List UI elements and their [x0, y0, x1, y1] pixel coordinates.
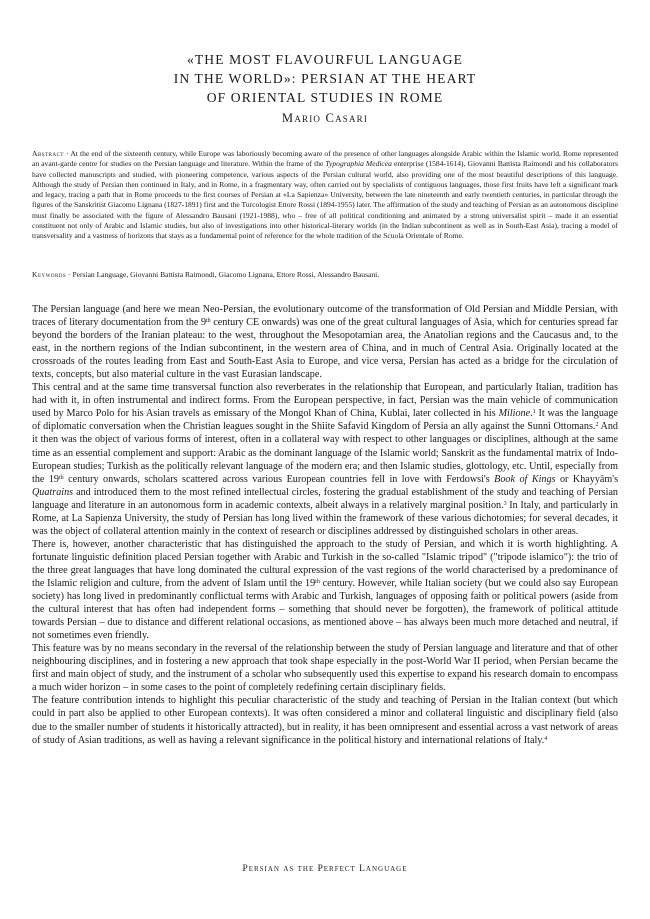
- p2-text-4: And it then was the object of various forms of interest, often in a collateral way with respect to other languages or disciplines, although at the same time as an essential complement and support: Arabic as the dominant language of the Islamic world; Sanskrit as the fundamental matrix of Indo-European studies; Turkish as the politically relevant language of the modern era; and then Islamic studies, glottology, etc. Until, especially from the 19: [32, 421, 618, 485]
- p2-text-2: .: [530, 408, 533, 420]
- abstract: [32, 149, 618, 241]
- p2-text-8: In Italy, and particularly in Rome, at La Sapienza University, the study of Persian has long lived within the framework of these various dichotomies; for several decades, it was the object of collateral attention mainly in the context of research or disciplines addressed by distinguished scholars in other areas.: [32, 499, 618, 537]
- p1-ordinal-sup: th: [206, 318, 211, 325]
- p2-ordinal-sup: th: [59, 474, 64, 481]
- abstract-separator: ·: [63, 149, 71, 158]
- p4-text-1: This feature was by no means secondary in the reversal of the relationship between the study of Persian language and literature and that of other neighbouring disciplines, and in fostering a new approach that took shape especially in the post-World War II period, when Persian became the first and main object of study, and the instrument of a scholar who subsequently used this expertise to expand his research domain to encompass a much wider horizon – in some cases to the point of completely redefining certain disciplinary fields.: [32, 643, 618, 694]
- p2-italic-milione: Milione: [498, 408, 531, 420]
- p1-text-1: The Persian language (and here we mean Neo-Persian, the evolutionary outcome of the transformation of Old Persian and Middle Persian, with traces of literary documentation from the 9: [32, 304, 618, 329]
- footnote-ref-1[interactable]: 1: [532, 409, 536, 416]
- footnote-ref-4[interactable]: 4: [544, 735, 548, 742]
- abstract-text-2: enterprise (1584-1614), Giovanni Battista Raimondi and his collaborators have collected manuscripts and studied, with pioneering competence, various aspects of the Persian cultural world, also providing one of the most beautiful descriptions of this language. Although the study of Persian then continued in Italy, and in Rome, in a fragmentary way, often carried out by specialists of contiguous languages, those first fruits have left a significant mark and legacy, tracing a path that in Rome proceeds to the first courses of Persian at «La Sapienza» University, between the late nineteenth and early twentieth centuries, in particular through the figures of the Sanskritist Giacomo Lignana (1827-1891) first and the Turcologist Ettore Rossi (1894-1955) later. The affirmation of the study and teaching of Persian as an autonomous discipline must finally be associated with the figure of Alessandro Bausani (1921-1988), who – free of all political conditioning and animated by a strong universalist spirit – made it an essential constituent not only of Arabic and Islamic studies, but also of investigations into other historical-literary worlds (in the Indian subcontinent as well as in South-East Asia), tracing a model of transversality and a vastness of horizons that stays as a fundamental point of reference for the whole tradition of the Scuola Orientale of Rome.: [32, 159, 618, 240]
- p2-text-7: and introduced them to the most refined intellectual circles, fostering the gradual establishment of the study and teaching of Persian language and literature in an autonomous form in academic contexts, albeit always in a relatively marginal position.: [32, 486, 618, 511]
- p2-text-5: century onwards, scholars scattered across various European countries fell in love with Ferdowsi's: [63, 473, 495, 485]
- p5-text-1: The feature contribution intends to highlight this peculiar characteristic of the study and teaching of Persian in the Italian context (but which could in part also be applied to other European contexts). It was often considered a minor and collateral linguistic and disciplinary field (also due to the smaller number of students it historically attracted), but in reality, it has been omnipresent and essential across a vast network of areas of study of Asian traditions, as well as having a relevant significance in the political history and international relations of Italy.: [32, 695, 618, 746]
- article-title: [60, 50, 590, 107]
- body-paragraph-3: [32, 538, 618, 642]
- keywords-label: Keywords: [32, 270, 67, 279]
- footnote-ref-3[interactable]: 3: [503, 500, 507, 507]
- keywords-separator: ·: [66, 270, 73, 279]
- keywords-text: Persian Language, Giovanni Battista Raimondi, Giacomo Lignana, Ettore Rossi, Alessandro Bausani.: [72, 270, 380, 279]
- p3-ordinal-sup: th: [315, 578, 320, 585]
- p2-text-1: This central and at the same time transversal function also reverberates in the relationship that European, and particularly Italian, tradition has had with it, in often instrumental and indirect forms. From the European perspective, in fact, Persian was the main vehicle of communication used by Marco Polo for his Asian travels as emissary of the Mongol Khan of China, Kublai, later collected in his: [32, 382, 618, 420]
- running-footer: Persian as the Perfect Language: [242, 864, 408, 874]
- body-paragraph-4: [32, 642, 618, 694]
- p2-text-3: It was the language of diplomatic conversation when the Christian leagues sought in the Shiite Safavid Kingdom of Persia an ally against the Sunni Ottomans.: [32, 408, 618, 433]
- author-name: Mario Casari: [281, 111, 369, 125]
- p1-text-2: century CE onwards) was one of the great cultural languages of Asia, which for centuries spread far beyond the borders of the Iranian plateau: to the west, throughout the Mesopotamian area, the Anatolian regions and the Caucasus and, to the east, in the northern regions of the Indian subcontinent, in the western area of China, and in much of Central Asia. Originally located at the crossroads of the routes leading from East and South-East Asia to Europe, and vice versa, Persian has acted as a bridge for the circulation of texts, concepts, but also material culture in the vast Eurasian landscape.: [32, 317, 618, 381]
- p3-text-1: There is, however, another characteristic that has distinguished the approach to the study of Persian, and which it is worth highlighting. A fortunate linguistic definition placed Persian together with Arabic and Turkish in the so-called "Islamic tripod" ("tripode islamico"): the trio of the three great languages that have long dominated the cultural expression of the vast regions of the world characterised by a predominance of the Islamic religion and culture, from the advent of Islam until the 19: [32, 538, 618, 589]
- body-paragraph-5: [32, 694, 618, 746]
- footnote-ref-2[interactable]: 2: [595, 422, 599, 429]
- abstract-text-1: At the end of the sixteenth century, while Europe was laboriously becoming aware of the presence of other languages alongside Arabic within the Islamic world, Rome represented an avant-garde centre for studies on the Persian language and literature. Within the frame of the: [32, 149, 618, 169]
- title-line-3: OF ORIENTAL STUDIES IN ROME: [206, 90, 444, 105]
- abstract-label: Abstract: [32, 149, 64, 158]
- title-line-2: IN THE WORLD»: PERSIAN AT THE HEART: [173, 71, 477, 86]
- p3-text-2: century. However, while Italian society (but we could also say European society) has long lived in predominantly conflictual terms with Arabic and Turkish, languages of opposing faith or political powers (aside from the cultural interest that has often had independent forms – something that should never be forgotten), the framework of political attitude towards Persian – due to distance and different relational occasions, as mentioned above – has always been much more detached and neutral, if not sometimes even friendly.: [32, 577, 619, 642]
- body-text: [32, 303, 618, 747]
- p2-italic-quatrains: Quatrains: [32, 486, 74, 498]
- p2-text-6: or Khayyām's: [555, 473, 619, 485]
- body-paragraph-2: [32, 381, 618, 538]
- title-line-1: «THE MOST FLAVOURFUL LANGUAGE: [187, 52, 463, 67]
- abstract-italic-typographia: Typographia Medicea: [325, 159, 392, 169]
- p2-italic-book-of-kings: Book of Kings: [494, 473, 556, 485]
- keywords: [32, 270, 618, 280]
- body-paragraph-1: [32, 303, 618, 381]
